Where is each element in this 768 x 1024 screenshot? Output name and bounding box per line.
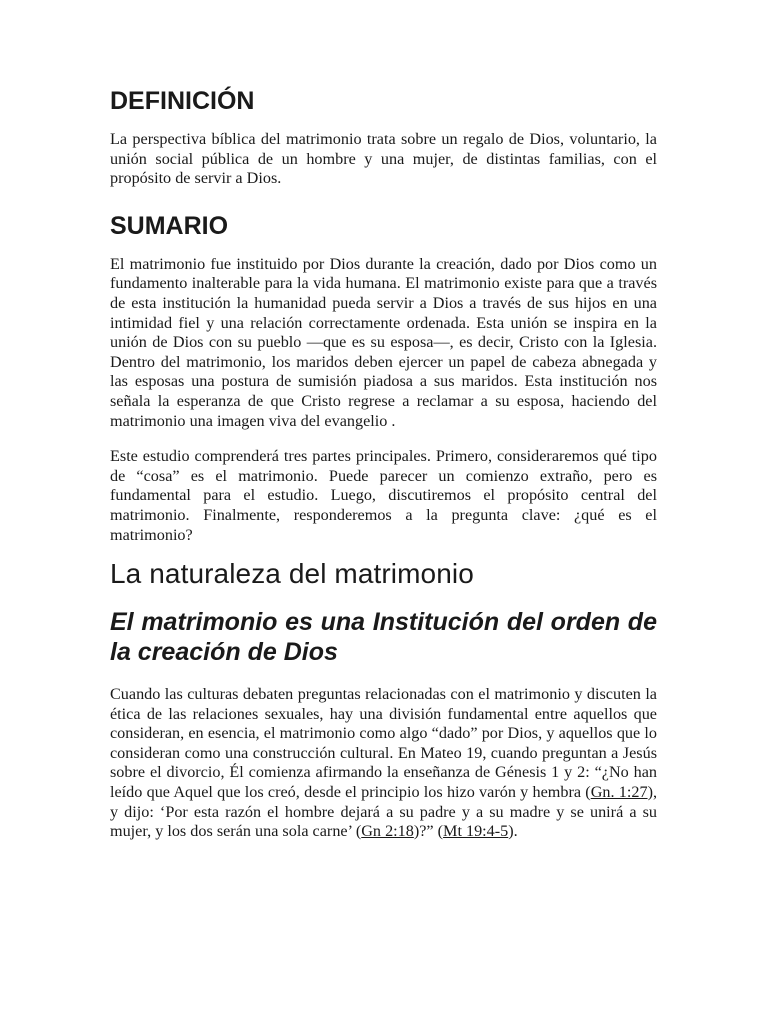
paragraph-definicion: La perspectiva bíblica del matrimonio trata sobre un regalo de Dios, voluntario, la unión social pública de un hombre y una mujer, de distintas familias, con el propósito de servir a Dios. bbox=[110, 130, 657, 188]
paragraph-text-part3: )?” ( bbox=[413, 822, 444, 841]
heading-sumario: SUMARIO bbox=[110, 211, 229, 240]
heading-definicion: DEFINICIÓN bbox=[110, 87, 255, 115]
document-page bbox=[110, 84, 657, 842]
heading-naturaleza: La naturaleza del matrimonio bbox=[110, 558, 474, 590]
paragraph-text-part4: ). bbox=[508, 822, 518, 841]
paragraph-sumario-1: El matrimonio fue instituido por Dios durante la creación, dado por Dios como un fundamento inalterable para la vida humana. El matrimonio existe para que a través de esta institución la humanidad pueda servir a Dios a través de sus hijos en una intimidad fiel y una relación correctamente ordenada. Esta unión se inspira en la unión de Dios con su pueblo —que es su esposa—, es decir, Cristo con la Iglesia. Dentro del matrimonio, los maridos deben ejercer un papel de cabeza abnegada y las esposas una postura de sumisión piadosa a sus maridos. Esta institución nos señala la esperanza de que Cristo regrese a reclamar a su esposa, haciendo del matrimonio una imagen viva del evangelio . bbox=[110, 254, 657, 430]
paragraph-sumario-2: Este estudio comprenderá tres partes principales. Primero, consideraremos qué tipo de “cosa” es el matrimonio. Puede parecer un comienzo extraño, pero es fundamental para el estudio. Luego, discutiremos el propósito central del matrimonio. Finalmente, responderemos a la pregunta clave: ¿qué es el matrimonio? bbox=[110, 447, 657, 544]
reference-link-gn-2-18[interactable]: Gn 2:18 bbox=[361, 822, 414, 841]
paragraph-text-part2: ), y dijo: ‘Por esta razón el hombre dejará a su padre y a su madre y se unirá a su mujer, y los dos serán una sola carne’ ( bbox=[110, 783, 657, 841]
paragraph-naturaleza bbox=[110, 685, 657, 842]
subheading-institucion: El matrimonio es una Institución del orden de la creación de Dios bbox=[110, 608, 657, 667]
reference-link-gn-1-27[interactable]: Gn. 1:27 bbox=[590, 783, 648, 802]
paragraph-text-part1: Cuando las culturas debaten preguntas relacionadas con el matrimonio y discuten la ética de las relaciones sexuales, hay una división fundamental entre aquellos que consideran, en esencia, el matrimonio como algo “dado” por Dios, y aquellos que lo consideran como una construcción cultural. En Mateo 19, cuando preguntan a Jesús sobre el divorcio, Él comienza afirmando la enseñanza de Génesis 1 y 2: “¿No han leído que Aquel que los creó, desde el principio los hizo varón y hembra ( bbox=[110, 685, 657, 802]
reference-link-mt-19-4-5[interactable]: Mt 19:4-5 bbox=[443, 822, 509, 841]
